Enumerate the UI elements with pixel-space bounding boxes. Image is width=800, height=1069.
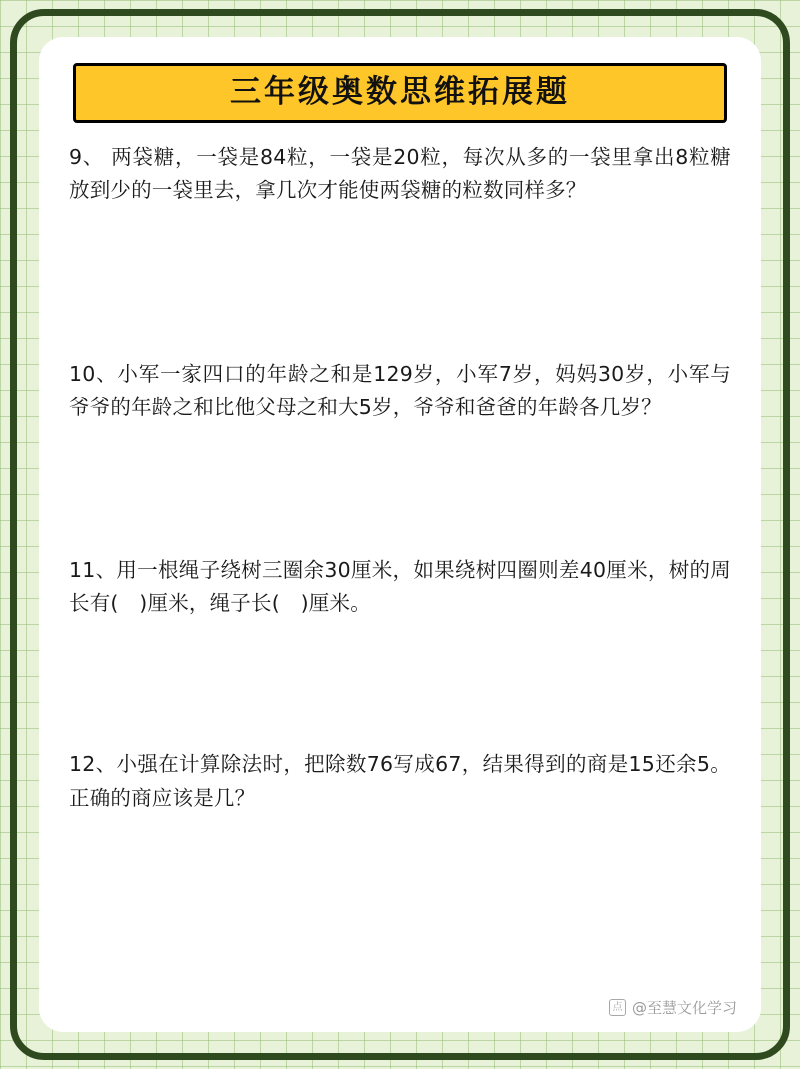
answer-space-9 xyxy=(69,208,731,358)
question-item-9: 9、 两袋糖，一袋是84粒，一袋是20粒，每次从多的一袋里拿出8粒糖放到少的一袋里去，拿几次才能使两袋糖的粒数同样多？ xyxy=(69,145,731,203)
watermark-text: @至慧文化学习 xyxy=(631,999,737,1017)
question-item-11: 11、用一根绳子绕树三圈余30厘米，如果绕树四圈则差40厘米，树的周长有( )厘米，绳子长( )厘米。 xyxy=(69,557,731,616)
title-banner xyxy=(73,63,727,123)
watermark xyxy=(609,997,737,1018)
question-list xyxy=(69,123,731,815)
question-item-12: 12、小强在计算除法时，把除数76写成67，结果得到的商是15还余5。正确的商应该是几？ xyxy=(69,752,731,810)
page-title: 三年级奥数思维拓展题 xyxy=(230,74,570,110)
title-container xyxy=(73,63,727,123)
answer-space-10 xyxy=(69,424,731,554)
watermark-badge-icon: 点 xyxy=(609,999,626,1016)
worksheet-card xyxy=(39,37,761,1032)
question-item-10: 10、小军一家四口的年龄之和是129岁，小军7岁，妈妈30岁，小军与爷爷的年龄之和比他父母之和大5岁，爷爷和爸爸的年龄各几岁？ xyxy=(69,361,731,419)
decorative-frame xyxy=(10,9,790,1060)
answer-space-11 xyxy=(69,620,731,748)
